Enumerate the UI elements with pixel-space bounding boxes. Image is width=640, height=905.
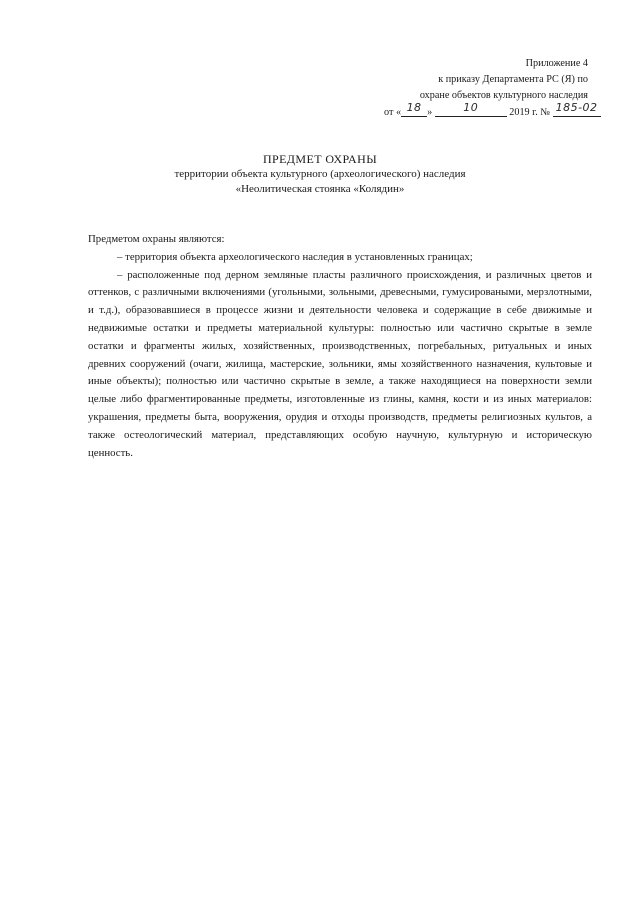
year-text: 2019 г. № — [509, 107, 551, 118]
appendix-number: Приложение 4 — [525, 58, 588, 69]
order-reference-line1: к приказу Департамента РС (Я) по — [438, 74, 588, 85]
order-date-line — [384, 101, 598, 121]
order-number-handwritten: 185-02 — [555, 101, 598, 114]
document-body — [88, 231, 592, 462]
order-number-field — [553, 101, 601, 117]
date-prefix: от « — [384, 107, 402, 118]
month-handwritten: 10 — [463, 101, 479, 114]
protection-item-territory: – территория объекта археологического наследия в установленных границах; — [117, 250, 473, 263]
month-field — [435, 101, 507, 117]
document-title — [0, 152, 640, 197]
date-mid: » — [427, 107, 433, 118]
protection-item-layers: – расположенные под дерном земляные пласты различного происхождения, и различных цветов и оттенков, с различными включениями (угольными, зольными, древесными, гумусироваными, мерзлотными, и т.д.), образовавшиеся в процессе жизни и деятельности человека и содержащие в себе движимые и недвижимые остатки и предметы материальной культуры: полностью или частично скрытые в земле остатки и фрагменты жилых, хозяйственных, производственных, погребальных, ритуальных и иных древних сооружений (очаги, жилища, мастерские, зольники, ямы хозяйственного назначения, культовые и иные объекты); полностью или частично скрытые в земле, а также находящиеся на поверхности земли целые либо фрагментированные предметы, изготовленные из глины, камня, кости и из иных материалов: украшения, предметы быта, вооружения, орудия и отходы производств, предметы религиозных культов, а также остеологический материал, представляющих особую научную, культурную и историческую ценность. — [88, 268, 592, 459]
day-handwritten: 18 — [406, 101, 422, 114]
title-object-name: «Неолитическая стоянка «Колядин» — [235, 183, 405, 195]
title-subtitle: территории объекта культурного (археологического) наследия — [174, 168, 466, 180]
title-main: ПРЕДМЕТ ОХРАНЫ — [262, 152, 378, 166]
order-reference-line2: охране объектов культурного наследия — [419, 90, 588, 101]
day-field — [401, 101, 427, 117]
body-intro: Предметом охраны являются: — [88, 233, 225, 245]
appendix-header — [348, 56, 598, 121]
